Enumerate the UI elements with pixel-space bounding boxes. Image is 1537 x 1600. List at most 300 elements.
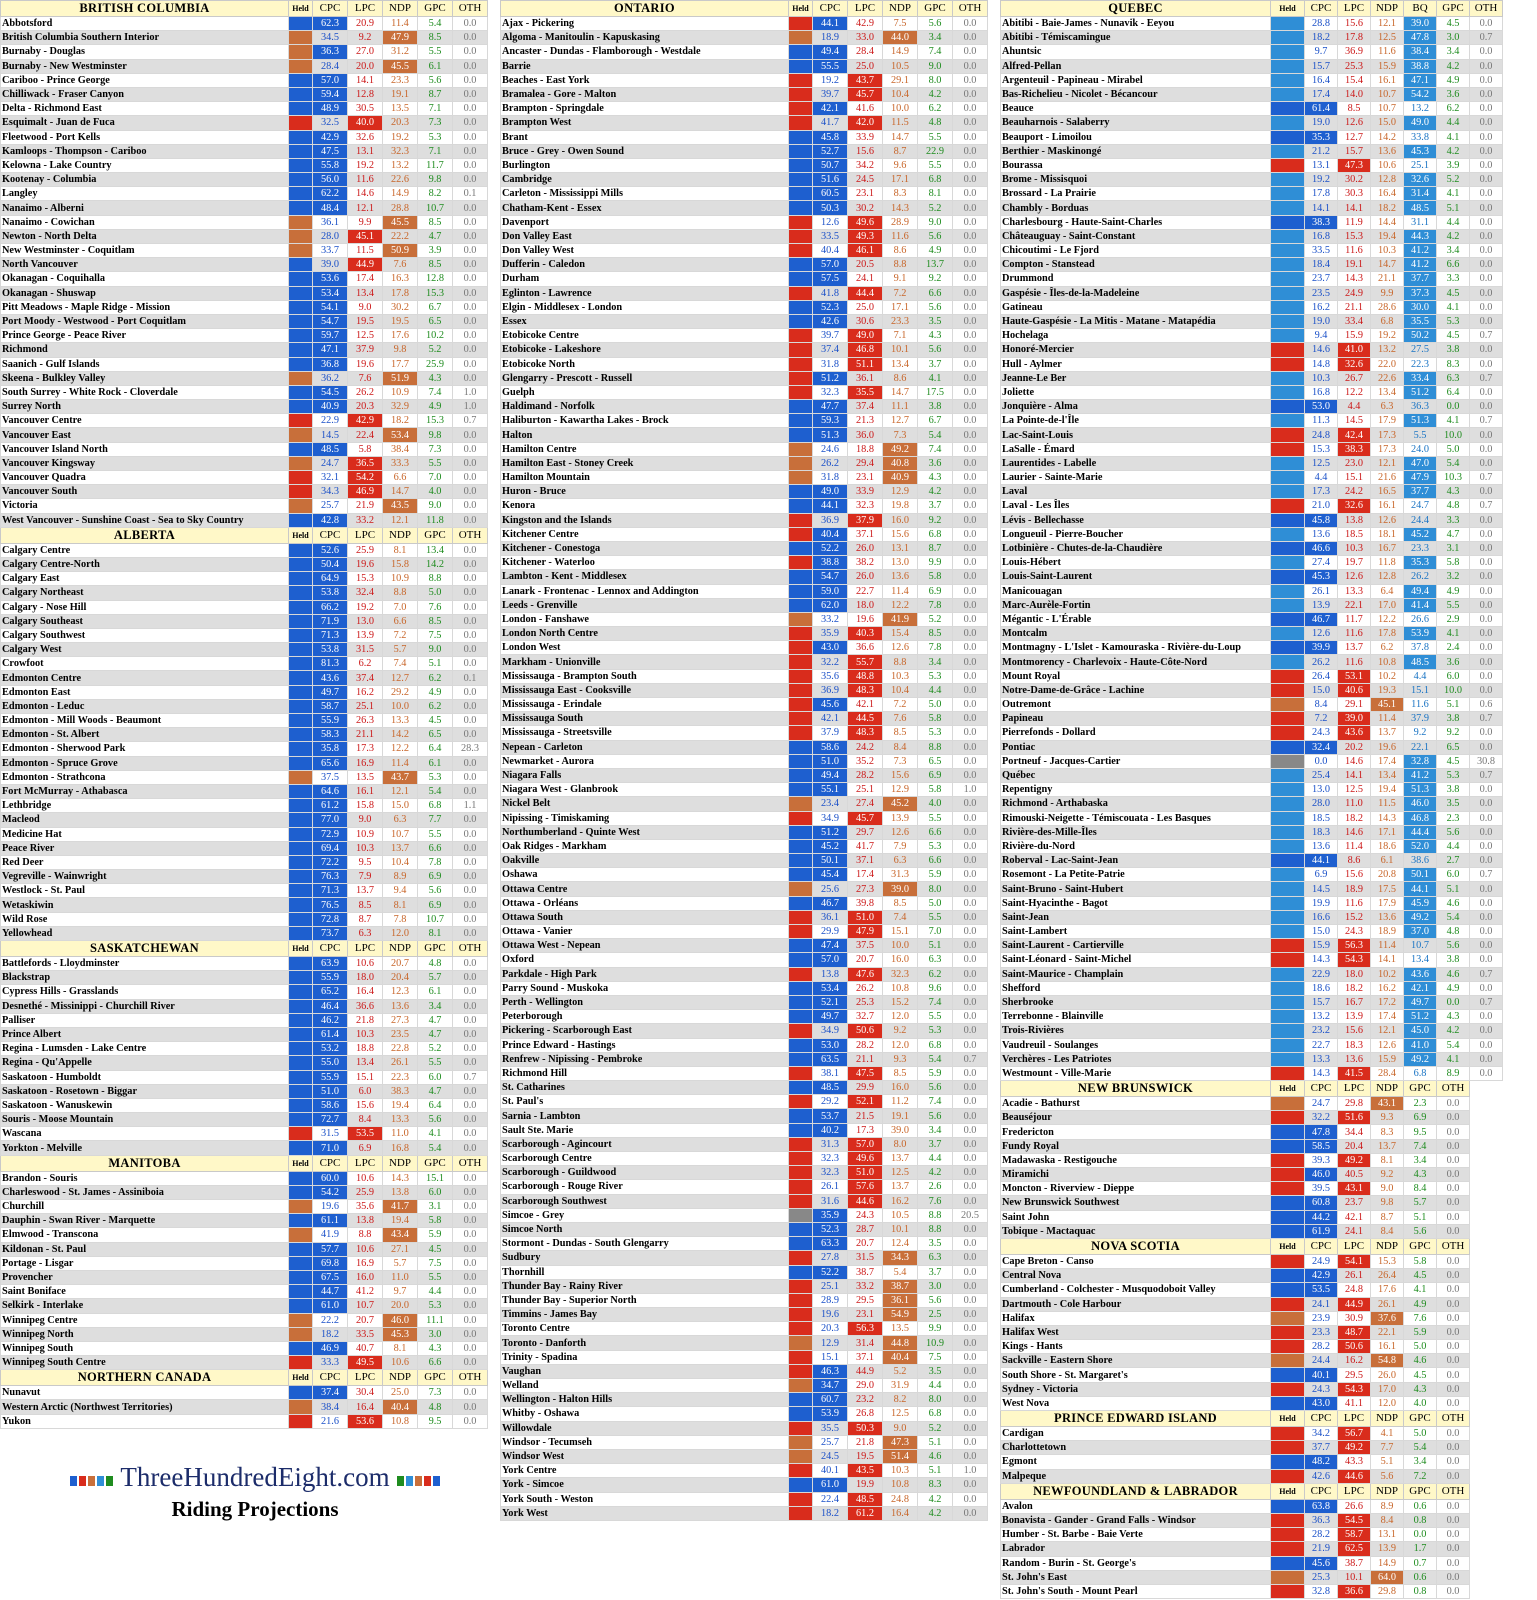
riding-row[interactable] [1, 1327, 488, 1341]
riding-row[interactable] [1001, 556, 1503, 570]
riding-row[interactable] [501, 1435, 988, 1449]
riding-row[interactable] [1, 657, 488, 671]
riding-row[interactable] [501, 797, 988, 811]
riding-row[interactable] [1001, 612, 1503, 626]
riding-row[interactable] [1, 400, 488, 414]
riding-row[interactable] [501, 357, 988, 371]
riding-row[interactable] [501, 527, 988, 541]
riding-row[interactable] [501, 1393, 988, 1407]
riding-row[interactable] [1001, 712, 1503, 726]
riding-row[interactable] [501, 187, 988, 201]
riding-row[interactable] [501, 1308, 988, 1322]
riding-row[interactable] [501, 1066, 988, 1080]
riding-row[interactable] [1, 201, 488, 215]
riding-row[interactable] [501, 1322, 988, 1336]
riding-row[interactable] [1001, 201, 1503, 215]
riding-row[interactable] [1001, 910, 1503, 924]
riding-row[interactable] [1001, 59, 1503, 73]
riding-row[interactable] [1001, 1038, 1503, 1052]
riding-row[interactable] [1001, 726, 1503, 740]
riding-row[interactable] [1001, 1584, 1503, 1598]
riding-row[interactable] [1001, 1427, 1503, 1441]
riding-row[interactable] [1, 1414, 488, 1428]
riding-row[interactable] [1001, 1570, 1503, 1584]
riding-row[interactable] [1, 343, 488, 357]
riding-row[interactable] [501, 882, 988, 896]
riding-row[interactable] [1, 912, 488, 926]
riding-row[interactable] [1001, 45, 1503, 59]
riding-row[interactable] [501, 1109, 988, 1123]
riding-row[interactable] [1, 73, 488, 87]
riding-row[interactable] [1, 300, 488, 314]
riding-row[interactable] [501, 669, 988, 683]
riding-row[interactable] [1001, 655, 1503, 669]
riding-row[interactable] [1, 144, 488, 158]
riding-row[interactable] [1001, 641, 1503, 655]
riding-row[interactable] [501, 839, 988, 853]
riding-row[interactable] [1001, 570, 1503, 584]
riding-row[interactable] [1001, 244, 1503, 258]
riding-row[interactable] [1, 116, 488, 130]
riding-row[interactable] [1001, 683, 1503, 697]
riding-row[interactable] [501, 1379, 988, 1393]
riding-row[interactable] [1, 1070, 488, 1084]
riding-row[interactable] [1001, 995, 1503, 1009]
riding-row[interactable] [1, 1027, 488, 1041]
riding-row[interactable] [1, 385, 488, 399]
riding-row[interactable] [1, 173, 488, 187]
riding-row[interactable] [1001, 627, 1503, 641]
riding-row[interactable] [501, 598, 988, 612]
riding-row[interactable] [1, 827, 488, 841]
riding-row[interactable] [501, 456, 988, 470]
riding-row[interactable] [1001, 1024, 1503, 1038]
riding-row[interactable] [1001, 1066, 1503, 1080]
riding-row[interactable] [1, 1386, 488, 1400]
riding-row[interactable] [1, 971, 488, 985]
riding-row[interactable] [1, 671, 488, 685]
riding-row[interactable] [501, 314, 988, 328]
riding-row[interactable] [501, 768, 988, 782]
riding-row[interactable] [1, 1299, 488, 1313]
riding-row[interactable] [1, 699, 488, 713]
riding-row[interactable] [1001, 31, 1503, 45]
riding-row[interactable] [1001, 158, 1503, 172]
riding-row[interactable] [1001, 896, 1503, 910]
riding-row[interactable] [1, 898, 488, 912]
riding-row[interactable] [501, 1166, 988, 1180]
riding-row[interactable] [1, 1200, 488, 1214]
riding-row[interactable] [501, 428, 988, 442]
riding-row[interactable] [501, 442, 988, 456]
riding-row[interactable] [1001, 471, 1503, 485]
riding-row[interactable] [1, 600, 488, 614]
riding-row[interactable] [1001, 1097, 1503, 1111]
riding-row[interactable] [501, 1081, 988, 1095]
riding-row[interactable] [1, 614, 488, 628]
riding-row[interactable] [1001, 1311, 1503, 1325]
riding-row[interactable] [1001, 768, 1503, 782]
riding-row[interactable] [1, 728, 488, 742]
riding-row[interactable] [501, 1222, 988, 1236]
riding-row[interactable] [1, 456, 488, 470]
riding-row[interactable] [501, 612, 988, 626]
riding-row[interactable] [1, 215, 488, 229]
riding-row[interactable] [1001, 669, 1503, 683]
riding-row[interactable] [1, 756, 488, 770]
riding-row[interactable] [1, 870, 488, 884]
riding-row[interactable] [1, 1084, 488, 1098]
riding-row[interactable] [1001, 400, 1503, 414]
riding-row[interactable] [1001, 1340, 1503, 1354]
riding-row[interactable] [1, 714, 488, 728]
riding-row[interactable] [1001, 598, 1503, 612]
riding-row[interactable] [501, 641, 988, 655]
riding-row[interactable] [1001, 343, 1503, 357]
riding-row[interactable] [1001, 17, 1503, 31]
riding-row[interactable] [1001, 839, 1503, 853]
riding-row[interactable] [1, 414, 488, 428]
riding-row[interactable] [1001, 953, 1503, 967]
riding-row[interactable] [1001, 1455, 1503, 1469]
riding-row[interactable] [1, 357, 488, 371]
riding-row[interactable] [1001, 1297, 1503, 1311]
riding-row[interactable] [501, 158, 988, 172]
riding-row[interactable] [1, 1185, 488, 1199]
riding-row[interactable] [1, 471, 488, 485]
riding-row[interactable] [1, 841, 488, 855]
riding-row[interactable] [501, 910, 988, 924]
riding-row[interactable] [1001, 1210, 1503, 1224]
riding-row[interactable] [1001, 1556, 1503, 1570]
riding-row[interactable] [501, 499, 988, 513]
riding-row[interactable] [1001, 1542, 1503, 1556]
riding-row[interactable] [1, 926, 488, 940]
riding-row[interactable] [501, 371, 988, 385]
riding-row[interactable] [1001, 1382, 1503, 1396]
riding-row[interactable] [1001, 371, 1503, 385]
riding-row[interactable] [1, 130, 488, 144]
riding-row[interactable] [1, 499, 488, 513]
riding-row[interactable] [501, 87, 988, 101]
riding-row[interactable] [1, 329, 488, 343]
riding-row[interactable] [501, 896, 988, 910]
riding-row[interactable] [501, 1237, 988, 1251]
riding-row[interactable] [1, 1056, 488, 1070]
riding-row[interactable] [1001, 258, 1503, 272]
riding-row[interactable] [501, 1152, 988, 1166]
riding-row[interactable] [1, 685, 488, 699]
riding-row[interactable] [501, 1336, 988, 1350]
riding-row[interactable] [501, 1421, 988, 1435]
riding-row[interactable] [1, 513, 488, 527]
riding-row[interactable] [1, 985, 488, 999]
riding-row[interactable] [501, 570, 988, 584]
riding-row[interactable] [501, 1293, 988, 1307]
riding-row[interactable] [501, 1265, 988, 1279]
riding-row[interactable] [501, 712, 988, 726]
riding-row[interactable] [1, 784, 488, 798]
riding-row[interactable] [501, 286, 988, 300]
riding-row[interactable] [1, 258, 488, 272]
riding-row[interactable] [1001, 1182, 1503, 1196]
riding-row[interactable] [1, 1042, 488, 1056]
riding-row[interactable] [1001, 967, 1503, 981]
riding-row[interactable] [1001, 314, 1503, 328]
riding-row[interactable] [1001, 1111, 1503, 1125]
riding-row[interactable] [1, 884, 488, 898]
riding-row[interactable] [1001, 541, 1503, 555]
riding-row[interactable] [1001, 1499, 1503, 1513]
riding-row[interactable] [501, 130, 988, 144]
riding-row[interactable] [501, 698, 988, 712]
riding-row[interactable] [501, 683, 988, 697]
riding-row[interactable] [1001, 272, 1503, 286]
riding-row[interactable] [501, 116, 988, 130]
riding-row[interactable] [1001, 981, 1503, 995]
riding-row[interactable] [1001, 130, 1503, 144]
riding-row[interactable] [1, 1113, 488, 1127]
riding-row[interactable] [1, 187, 488, 201]
riding-row[interactable] [1, 442, 488, 456]
riding-row[interactable] [1001, 1254, 1503, 1268]
riding-row[interactable] [1001, 825, 1503, 839]
riding-row[interactable] [1, 1141, 488, 1155]
riding-row[interactable] [1, 1270, 488, 1284]
riding-row[interactable] [501, 229, 988, 243]
riding-row[interactable] [1, 1171, 488, 1185]
riding-row[interactable] [501, 1010, 988, 1024]
riding-row[interactable] [501, 754, 988, 768]
riding-row[interactable] [1, 1214, 488, 1228]
riding-row[interactable] [1, 45, 488, 59]
riding-row[interactable] [1001, 811, 1503, 825]
riding-row[interactable] [1001, 215, 1503, 229]
riding-row[interactable] [1, 158, 488, 172]
riding-row[interactable] [1001, 1368, 1503, 1382]
riding-row[interactable] [501, 1506, 988, 1520]
riding-row[interactable] [1001, 1196, 1503, 1210]
riding-row[interactable] [501, 272, 988, 286]
riding-row[interactable] [501, 471, 988, 485]
riding-row[interactable] [501, 783, 988, 797]
riding-row[interactable] [501, 953, 988, 967]
riding-row[interactable] [1001, 385, 1503, 399]
riding-row[interactable] [1001, 1283, 1503, 1297]
riding-row[interactable] [1001, 357, 1503, 371]
riding-row[interactable] [501, 655, 988, 669]
riding-row[interactable] [501, 385, 988, 399]
riding-row[interactable] [1, 557, 488, 571]
riding-row[interactable] [1, 229, 488, 243]
riding-row[interactable] [1, 1400, 488, 1414]
riding-row[interactable] [501, 981, 988, 995]
riding-row[interactable] [501, 485, 988, 499]
riding-row[interactable] [501, 45, 988, 59]
riding-row[interactable] [1, 813, 488, 827]
riding-row[interactable] [501, 1123, 988, 1137]
riding-row[interactable] [1001, 1441, 1503, 1455]
riding-row[interactable] [1, 643, 488, 657]
riding-row[interactable] [1, 314, 488, 328]
riding-row[interactable] [1001, 783, 1503, 797]
riding-row[interactable] [1001, 73, 1503, 87]
riding-row[interactable] [501, 541, 988, 555]
riding-row[interactable] [501, 59, 988, 73]
riding-row[interactable] [501, 1350, 988, 1364]
riding-row[interactable] [501, 414, 988, 428]
riding-row[interactable] [1, 87, 488, 101]
riding-row[interactable] [1001, 1513, 1503, 1527]
riding-row[interactable] [501, 258, 988, 272]
riding-row[interactable] [1001, 1224, 1503, 1238]
riding-row[interactable] [501, 1180, 988, 1194]
riding-row[interactable] [1, 1127, 488, 1141]
riding-row[interactable] [1001, 456, 1503, 470]
riding-row[interactable] [501, 1464, 988, 1478]
riding-row[interactable] [501, 329, 988, 343]
riding-row[interactable] [1, 244, 488, 258]
riding-row[interactable] [501, 868, 988, 882]
riding-row[interactable] [1, 742, 488, 756]
riding-row[interactable] [501, 215, 988, 229]
riding-row[interactable] [1001, 854, 1503, 868]
riding-row[interactable] [1, 957, 488, 971]
riding-row[interactable] [1, 1256, 488, 1270]
riding-row[interactable] [1, 17, 488, 31]
riding-row[interactable] [501, 1492, 988, 1506]
riding-row[interactable] [1001, 173, 1503, 187]
riding-row[interactable] [1, 1341, 488, 1355]
riding-row[interactable] [1, 1013, 488, 1027]
riding-row[interactable] [1001, 1153, 1503, 1167]
riding-row[interactable] [501, 102, 988, 116]
riding-row[interactable] [1001, 1528, 1503, 1542]
riding-row[interactable] [1, 485, 488, 499]
riding-row[interactable] [1001, 1469, 1503, 1483]
riding-row[interactable] [1, 586, 488, 600]
riding-row[interactable] [501, 584, 988, 598]
riding-row[interactable] [501, 343, 988, 357]
riding-row[interactable] [1001, 939, 1503, 953]
riding-row[interactable] [1, 1285, 488, 1299]
riding-row[interactable] [501, 244, 988, 258]
riding-row[interactable] [1001, 187, 1503, 201]
riding-row[interactable] [501, 627, 988, 641]
riding-row[interactable] [501, 740, 988, 754]
riding-row[interactable] [1001, 144, 1503, 158]
riding-row[interactable] [1, 1098, 488, 1112]
riding-row[interactable] [1001, 428, 1503, 442]
riding-row[interactable] [501, 825, 988, 839]
riding-row[interactable] [1001, 485, 1503, 499]
riding-row[interactable] [501, 300, 988, 314]
riding-row[interactable] [1, 999, 488, 1013]
riding-row[interactable] [501, 995, 988, 1009]
riding-row[interactable] [1, 1242, 488, 1256]
riding-row[interactable] [1001, 1269, 1503, 1283]
riding-row[interactable] [501, 967, 988, 981]
riding-row[interactable] [501, 400, 988, 414]
riding-row[interactable] [1001, 698, 1503, 712]
riding-row[interactable] [1001, 797, 1503, 811]
riding-row[interactable] [1001, 329, 1503, 343]
riding-row[interactable] [1, 628, 488, 642]
riding-row[interactable] [1001, 229, 1503, 243]
riding-row[interactable] [1, 286, 488, 300]
riding-row[interactable] [501, 1407, 988, 1421]
riding-row[interactable] [1001, 286, 1503, 300]
riding-row[interactable] [501, 1251, 988, 1265]
riding-row[interactable] [1001, 868, 1503, 882]
riding-row[interactable] [1, 1228, 488, 1242]
riding-row[interactable] [1001, 527, 1503, 541]
riding-row[interactable] [501, 1449, 988, 1463]
riding-row[interactable] [1001, 1396, 1503, 1410]
riding-row[interactable] [501, 854, 988, 868]
riding-row[interactable] [501, 73, 988, 87]
riding-row[interactable] [501, 1279, 988, 1293]
riding-row[interactable] [1001, 513, 1503, 527]
riding-row[interactable] [501, 925, 988, 939]
riding-row[interactable] [1001, 442, 1503, 456]
riding-row[interactable] [501, 1478, 988, 1492]
riding-row[interactable] [1, 1313, 488, 1327]
riding-row[interactable] [1001, 882, 1503, 896]
riding-row[interactable] [501, 31, 988, 45]
riding-row[interactable] [501, 1024, 988, 1038]
riding-row[interactable] [1, 799, 488, 813]
riding-row[interactable] [501, 811, 988, 825]
riding-row[interactable] [1001, 1139, 1503, 1153]
riding-row[interactable] [1001, 584, 1503, 598]
riding-row[interactable] [1, 770, 488, 784]
riding-row[interactable] [1001, 1354, 1503, 1368]
riding-row[interactable] [1, 543, 488, 557]
riding-row[interactable] [1001, 116, 1503, 130]
riding-row[interactable] [501, 1208, 988, 1222]
riding-row[interactable] [1, 428, 488, 442]
riding-row[interactable] [1, 855, 488, 869]
riding-row[interactable] [1001, 1325, 1503, 1339]
riding-row[interactable] [1001, 740, 1503, 754]
riding-row[interactable] [501, 144, 988, 158]
riding-row[interactable] [1001, 754, 1503, 768]
riding-row[interactable] [1, 31, 488, 45]
riding-row[interactable] [1001, 87, 1503, 101]
riding-row[interactable] [501, 17, 988, 31]
riding-row[interactable] [501, 513, 988, 527]
riding-row[interactable] [1001, 1168, 1503, 1182]
riding-row[interactable] [501, 1194, 988, 1208]
riding-row[interactable] [1, 272, 488, 286]
riding-row[interactable] [501, 726, 988, 740]
riding-row[interactable] [1001, 414, 1503, 428]
riding-row[interactable] [501, 201, 988, 215]
riding-row[interactable] [501, 939, 988, 953]
riding-row[interactable] [1001, 1125, 1503, 1139]
riding-row[interactable] [501, 1137, 988, 1151]
riding-row[interactable] [1001, 102, 1503, 116]
riding-row[interactable] [501, 1364, 988, 1378]
riding-row[interactable] [1, 102, 488, 116]
riding-row[interactable] [1, 572, 488, 586]
riding-row[interactable] [501, 1038, 988, 1052]
riding-row[interactable] [501, 1052, 988, 1066]
riding-row[interactable] [1001, 1010, 1503, 1024]
riding-row[interactable] [501, 173, 988, 187]
riding-row[interactable] [1001, 1052, 1503, 1066]
